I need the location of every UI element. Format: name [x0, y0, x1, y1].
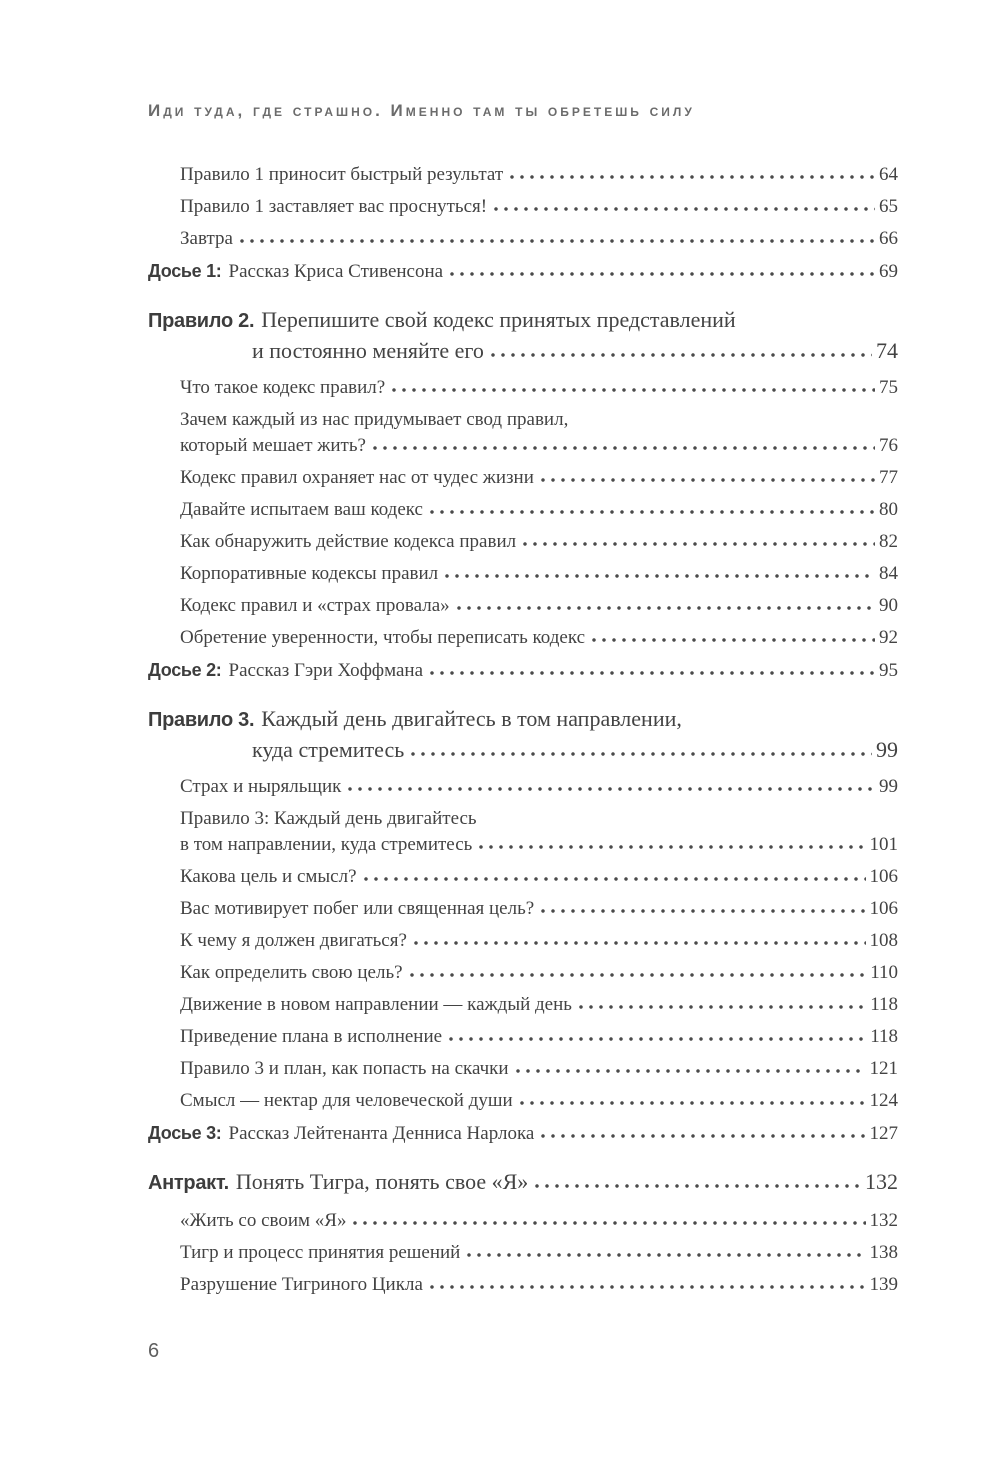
entry-title: Приведение плана в исполнение [180, 1026, 443, 1047]
toc-entry-sub [148, 162, 898, 188]
toc-entry-last-line [180, 896, 898, 922]
entry-title: Страх и ныряльщик [180, 776, 342, 797]
entry-title: Давайте испытаем ваш кодекс [180, 499, 423, 520]
entry-title: куда стремитесь [252, 737, 405, 762]
toc-entry-last-line [148, 258, 898, 285]
entry-page-number: 118 [870, 994, 898, 1015]
toc-entry-line [180, 806, 898, 832]
toc-entry-line [148, 305, 898, 336]
toc-entry-last-line [180, 465, 898, 491]
entry-title: Какова цель и смысл? [180, 866, 357, 887]
toc-entry-last-line [180, 625, 898, 651]
entry-title: Перепишите свой кодекс принятых представлений [261, 307, 736, 332]
toc-entry-sub [148, 625, 898, 651]
toc-entry-last-line [180, 1272, 898, 1298]
entry-page-number: 82 [879, 531, 898, 552]
toc-entry-sub [148, 375, 898, 401]
entry-page-number: 69 [879, 261, 898, 282]
toc-entry-last-line [148, 1120, 898, 1147]
entry-title: Правило 1 заставляет вас проснуться! [180, 196, 488, 217]
table-of-contents [148, 162, 898, 1298]
entry-page-number: 92 [879, 627, 898, 648]
toc-entry-last-line [180, 864, 898, 890]
entry-page-number: 139 [869, 1274, 898, 1295]
entry-title: «Жить со своим «Я» [180, 1210, 347, 1231]
toc-entry-last-line [180, 1208, 898, 1234]
toc-entry-sub [148, 960, 898, 986]
toc-entry-last-line [148, 735, 898, 764]
toc-entry-sub [148, 465, 898, 491]
toc-entry-last-line [180, 774, 898, 800]
toc-entry-line [180, 407, 898, 433]
toc-entry-last-line [180, 960, 898, 986]
entry-page-number: 64 [879, 164, 898, 185]
toc-entry-sub [148, 992, 898, 1018]
toc-entry-last-line [148, 1167, 898, 1198]
toc-entry-chapter [148, 704, 898, 764]
entry-label: Досье 1: [148, 261, 222, 281]
entry-title: в том направлении, куда стремитесь [180, 834, 473, 855]
entry-label: Правило 2. [148, 310, 255, 332]
entry-page-number: 95 [879, 660, 898, 681]
toc-entry-sub [148, 1056, 898, 1082]
entry-page-number: 118 [870, 1026, 898, 1047]
toc-entry-last-line [180, 1024, 898, 1050]
entry-title: и постоянно меняйте его [252, 338, 484, 363]
toc-entry-sub [148, 1088, 898, 1114]
toc-entry-last-line [180, 832, 898, 858]
toc-entry-sub [148, 226, 898, 252]
entry-page-number: 80 [879, 499, 898, 520]
entry-title: Рассказ Лейтенанта Денниса Нарлока [228, 1123, 535, 1144]
toc-entry-last-line [148, 336, 898, 365]
entry-title: Завтра [180, 228, 233, 249]
toc-entry-last-line [180, 375, 898, 401]
entry-title: Движение в новом направлении — каждый день [180, 994, 572, 1015]
entry-title: Тигр и процесс принятия решений [180, 1242, 461, 1263]
toc-entry-chapter [148, 305, 898, 365]
entry-title: Рассказ Криса Стивенсона [228, 261, 444, 282]
toc-entry-dossier [148, 657, 898, 684]
toc-entry-last-line [180, 529, 898, 555]
toc-entry-sub [148, 1272, 898, 1298]
toc-entry-sub [148, 896, 898, 922]
toc-entry-sub [148, 928, 898, 954]
entry-page-number: 132 [869, 1210, 898, 1231]
entry-title: Смысл — нектар для человеческой души [180, 1090, 513, 1111]
entry-title: Правило 3: Каждый день двигайтесь [180, 808, 477, 829]
toc-entry-last-line [180, 194, 898, 220]
toc-entry-sub [148, 1208, 898, 1234]
toc-entry-sub [148, 774, 898, 800]
toc-entry-last-line [180, 226, 898, 252]
entry-title: Правило 1 приносит быстрый результат [180, 164, 504, 185]
toc-entry-sub [148, 529, 898, 555]
entry-page-number: 75 [879, 377, 898, 398]
entry-title: К чему я должен двигаться? [180, 930, 407, 951]
toc-entry-sub [148, 1240, 898, 1266]
entry-page-number: 99 [879, 776, 898, 797]
toc-entry-last-line [180, 162, 898, 188]
toc-entry-last-line [180, 992, 898, 1018]
entry-title: Кодекс правил охраняет нас от чудес жизни [180, 467, 534, 488]
toc-entry-sub [148, 864, 898, 890]
entry-page-number: 84 [879, 563, 898, 584]
entry-title: Корпоративные кодексы правил [180, 563, 439, 584]
toc-entry-last-line [180, 928, 898, 954]
entry-page-number: 66 [879, 228, 898, 249]
toc-entry-dossier [148, 1120, 898, 1147]
toc-entry-sub [148, 407, 898, 459]
entry-page-number: 110 [870, 962, 898, 983]
toc-entry-sub [148, 561, 898, 587]
entry-page-number: 108 [869, 930, 898, 951]
entry-title: Как обнаружить действие кодекса правил [180, 531, 517, 552]
entry-page-number: 127 [869, 1123, 898, 1144]
entry-title: Правило 3 и план, как попасть на скачки [180, 1058, 509, 1079]
toc-entry-sub [148, 194, 898, 220]
entry-title: Рассказ Гэри Хоффмана [228, 660, 424, 681]
toc-entry-chapter [148, 1167, 898, 1198]
toc-entry-last-line [180, 1240, 898, 1266]
running-header: Иди туда, где страшно. Именно там ты обретешь силу [148, 101, 695, 120]
entry-title: Понять Тигра, понять свое «Я» [235, 1169, 529, 1194]
entry-title: Обретение уверенности, чтобы переписать кодекс [180, 627, 586, 648]
entry-label: Досье 3: [148, 1123, 222, 1143]
entry-page-number: 90 [879, 595, 898, 616]
entry-page-number: 106 [869, 866, 898, 887]
entry-title: Каждый день двигайтесь в том направлении, [261, 706, 682, 731]
entry-page-number: 106 [869, 898, 898, 919]
entry-page-number: 77 [879, 467, 898, 488]
entry-page-number: 74 [876, 338, 898, 363]
entry-page-number: 132 [865, 1169, 898, 1194]
entry-page-number: 99 [876, 737, 898, 762]
entry-title: Как определить свою цель? [180, 962, 403, 983]
footer-page-number: 6 [148, 1340, 160, 1362]
toc-entry-last-line [180, 497, 898, 523]
toc-entry-line [148, 704, 898, 735]
entry-page-number: 138 [869, 1242, 898, 1263]
toc-entry-last-line [180, 1088, 898, 1114]
entry-title: Кодекс правил и «страх провала» [180, 595, 450, 616]
entry-page-number: 101 [869, 834, 898, 855]
toc-entry-last-line [180, 593, 898, 619]
entry-title: Разрушение Тигриного Цикла [180, 1274, 423, 1295]
toc-entry-last-line [180, 433, 898, 459]
entry-title: Зачем каждый из нас придумывает свод правил, [180, 409, 569, 430]
entry-page-number: 124 [869, 1090, 898, 1111]
entry-page-number: 65 [879, 196, 898, 217]
toc-entry-last-line [180, 561, 898, 587]
toc-entry-dossier [148, 258, 898, 285]
toc-entry-last-line [180, 1056, 898, 1082]
toc-entry-sub [148, 497, 898, 523]
toc-entry-sub [148, 593, 898, 619]
toc-entry-sub [148, 806, 898, 858]
entry-label: Правило 3. [148, 709, 255, 731]
entry-title: который мешает жить? [180, 435, 366, 456]
entry-title: Что такое кодекс правил? [180, 377, 386, 398]
toc-entry-last-line [148, 657, 898, 684]
entry-title: Вас мотивирует побег или священная цель? [180, 898, 535, 919]
entry-page-number: 121 [869, 1058, 898, 1079]
entry-page-number: 76 [879, 435, 898, 456]
toc-entry-sub [148, 1024, 898, 1050]
entry-label: Досье 2: [148, 660, 222, 680]
entry-label: Антракт. [148, 1172, 229, 1194]
